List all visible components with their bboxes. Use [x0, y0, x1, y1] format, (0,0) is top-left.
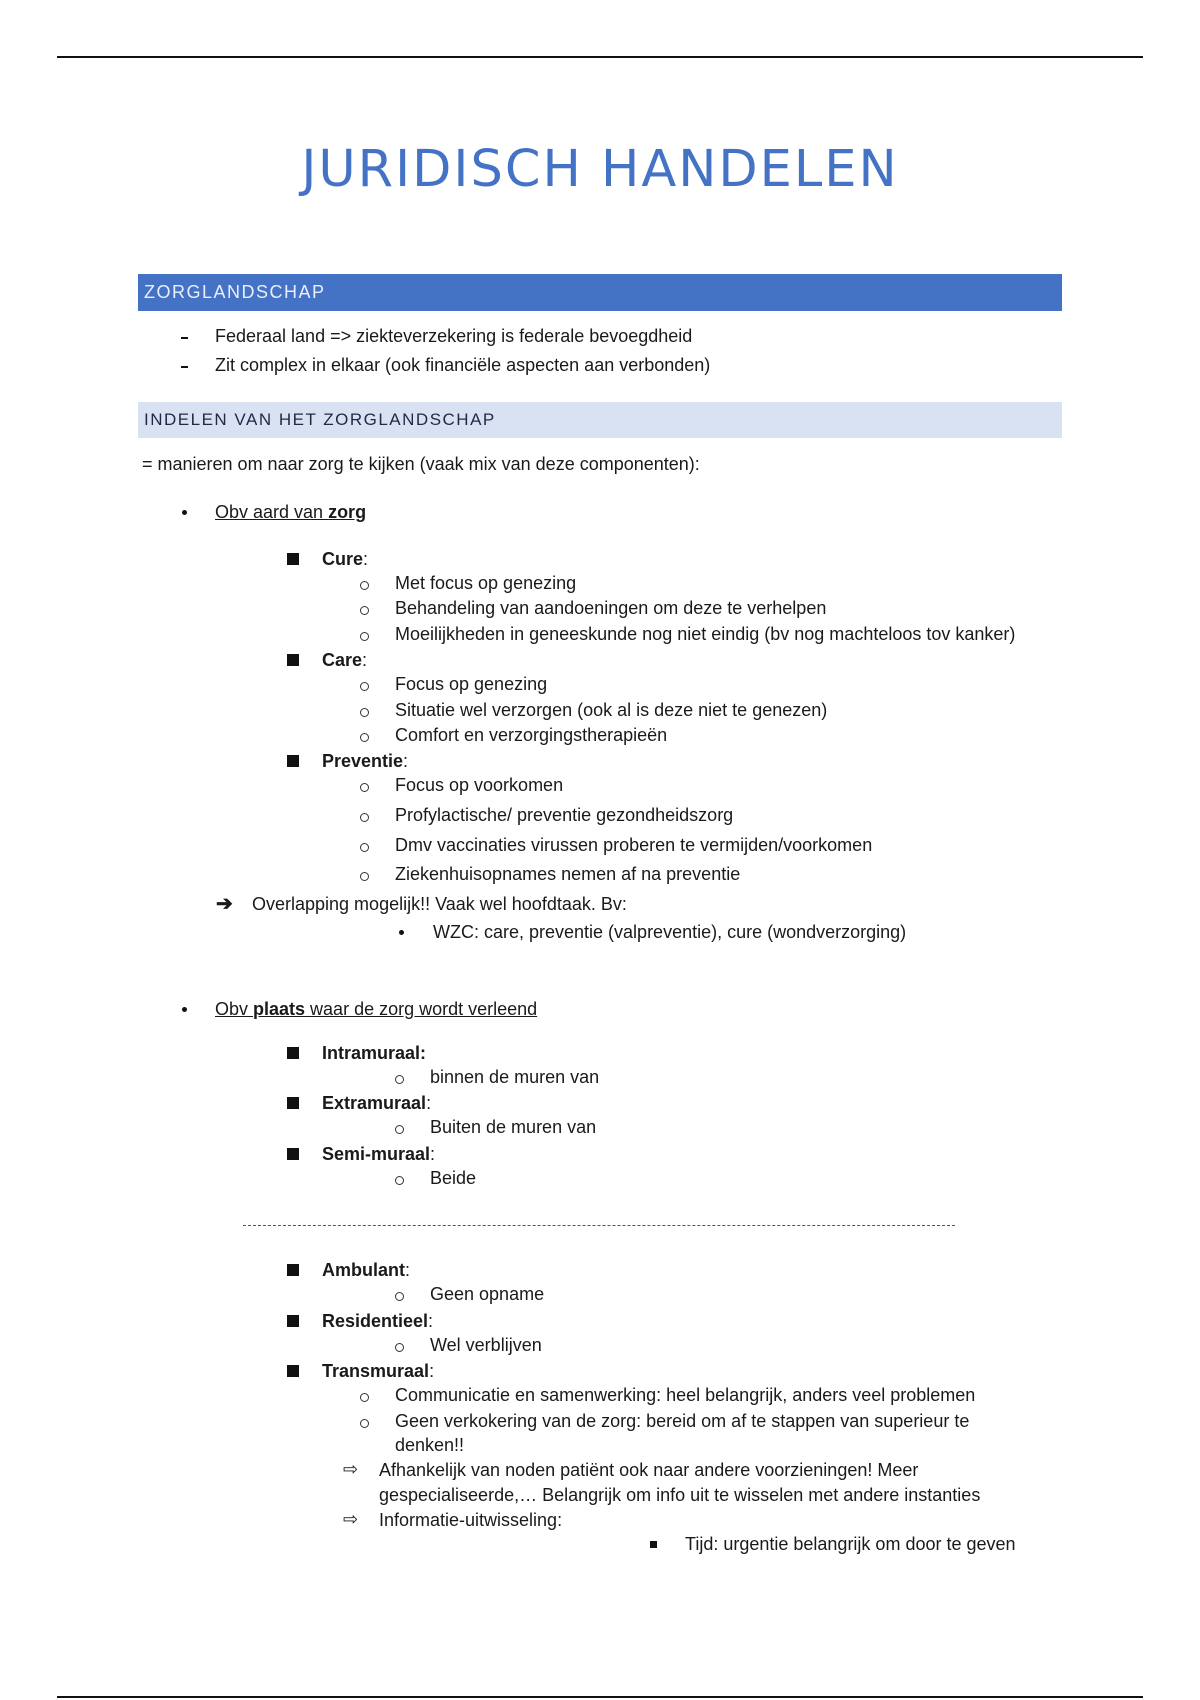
square-dot-bullet [650, 1541, 657, 1548]
arrow-right-icon: ➔ [216, 893, 233, 915]
overlap-example: WZC: care, preventie (valpreventie), cure (wondverzorging) [433, 922, 907, 942]
heading-zorglandschap: ZORGLANDSCHAP [138, 274, 1062, 311]
circle-bullet [395, 1125, 404, 1134]
bottom-rule [57, 1696, 1143, 1698]
intro-item: Federaal land => ziekteverzekering is federale bevoegdheid [215, 326, 693, 346]
circle-bullet [395, 1075, 404, 1084]
section-plaats-label: Obv plaats waar de zorg wordt verleend [215, 999, 538, 1019]
circle-bullet [360, 843, 369, 852]
preventie-item: Ziekenhuisopnames nemen af na preventie [395, 864, 741, 884]
semimuraal-label: Semi-muraal: [322, 1144, 436, 1164]
page-title: JURIDISCH HANDELEN [301, 140, 899, 199]
residentieel-label: Residentieel: [322, 1311, 434, 1331]
heading-indelen: INDELEN VAN HET ZORGLANDSCHAP [138, 402, 1062, 438]
care-item: Comfort en verzorgingstherapieën [395, 725, 668, 745]
square-bullet [287, 654, 299, 666]
hollow-arrow-icon: ⇨ [343, 1459, 359, 1479]
circle-bullet [360, 813, 369, 822]
ambulant-label: Ambulant: [322, 1260, 411, 1280]
circle-bullet [360, 733, 369, 742]
transmuraal-arrow-note-cont: gespecialiseerde,… Belangrijk om info uit te wisselen met andere instanties [379, 1485, 981, 1505]
bullet-dot [182, 1007, 187, 1012]
transmuraal-item: Communicatie en samenwerking: heel belangrijk, anders veel problemen [395, 1385, 976, 1405]
square-bullet [287, 1047, 299, 1059]
cure-item: Met focus op genezing [395, 573, 577, 593]
transmuraal-label: Transmuraal: [322, 1361, 435, 1381]
square-bullet [287, 1365, 299, 1377]
extramuraal-item: Buiten de muren van [430, 1117, 597, 1137]
bullet-dot [182, 510, 187, 515]
circle-bullet [395, 1343, 404, 1352]
square-bullet [287, 553, 299, 565]
extramuraal-label: Extramuraal: [322, 1093, 432, 1113]
cure-label: Cure: [322, 549, 369, 569]
residentieel-item: Wel verblijven [430, 1335, 542, 1355]
transmuraal-item-cont: denken!! [395, 1435, 465, 1455]
definition-text: = manieren om naar zorg te kijken (vaak mix van deze componenten): [142, 454, 700, 474]
square-bullet [287, 755, 299, 767]
square-bullet [287, 1097, 299, 1109]
ambulant-item: Geen opname [430, 1284, 545, 1304]
square-bullet [287, 1264, 299, 1276]
square-bullet [287, 1148, 299, 1160]
preventie-label: Preventie: [322, 751, 409, 771]
circle-bullet [395, 1292, 404, 1301]
hollow-arrow-icon: ⇨ [343, 1509, 359, 1529]
circle-bullet [360, 783, 369, 792]
intramuraal-label: Intramuraal: [322, 1043, 427, 1063]
preventie-item: Profylactische/ preventie gezondheidszorg [395, 805, 734, 825]
circle-bullet [395, 1176, 404, 1185]
preventie-item: Focus op voorkomen [395, 775, 564, 795]
overlap-note: Overlapping mogelijk!! Vaak wel hoofdtaak. Bv: [252, 894, 627, 914]
top-rule [57, 56, 1143, 58]
circle-bullet [360, 606, 369, 615]
transmuraal-arrow-note: Informatie-uitwisseling: [379, 1510, 563, 1530]
transmuraal-arrow-note: Afhankelijk van noden patiënt ook naar andere voorzieningen! Meer [379, 1460, 919, 1480]
circle-bullet [360, 872, 369, 881]
care-label: Care: [322, 650, 368, 670]
intramuraal-item: binnen de muren van [430, 1067, 600, 1087]
bullet-dot [399, 930, 404, 935]
intro-item: Zit complex in elkaar (ook financiële aspecten aan verbonden) [215, 355, 711, 375]
transmuraal-item: Geen verkokering van de zorg: bereid om af te stappen van superieur te [395, 1411, 970, 1431]
dash-bullet [181, 337, 188, 339]
dash-bullet [181, 366, 188, 368]
dashed-separator [243, 1225, 955, 1226]
circle-bullet [360, 581, 369, 590]
circle-bullet [360, 682, 369, 691]
circle-bullet [360, 632, 369, 641]
care-item: Focus op genezing [395, 674, 548, 694]
circle-bullet [360, 708, 369, 717]
transmuraal-sub-item: Tijd: urgentie belangrijk om door te geven [685, 1534, 1016, 1554]
square-bullet [287, 1315, 299, 1327]
circle-bullet [360, 1419, 369, 1428]
cure-item: Moeilijkheden in geneeskunde nog niet eindig (bv nog machteloos tov kanker) [395, 624, 1016, 644]
section-aard-label: Obv aard van zorg [215, 502, 367, 522]
cure-item: Behandeling van aandoeningen om deze te verhelpen [395, 598, 827, 618]
care-item: Situatie wel verzorgen (ook al is deze niet te genezen) [395, 700, 828, 720]
preventie-item: Dmv vaccinaties virussen proberen te vermijden/voorkomen [395, 835, 873, 855]
circle-bullet [360, 1393, 369, 1402]
semimuraal-item: Beide [430, 1168, 477, 1188]
